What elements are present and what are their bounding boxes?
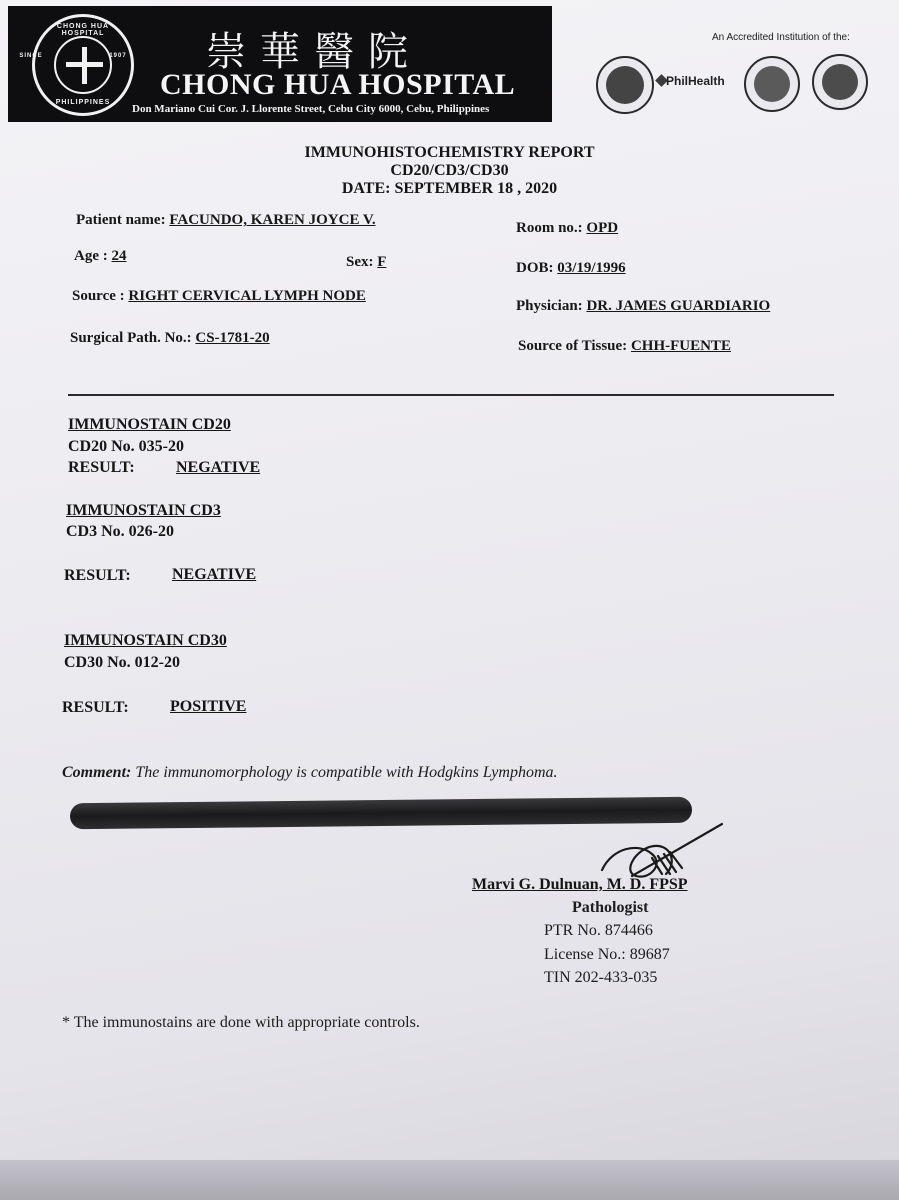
report-date: DATE: SEPTEMBER 18 , 2020 bbox=[341, 180, 558, 197]
stain-cd3-title: IMMUNOSTAIN CD3 bbox=[66, 502, 221, 519]
specimen-source: RIGHT CERVICAL LYMPH NODE bbox=[128, 288, 366, 304]
hospital-letterhead bbox=[8, 6, 552, 122]
tin-number: TIN 202-433-035 bbox=[544, 969, 658, 986]
report-subtitle: CD20/CD3/CD30 bbox=[390, 162, 509, 179]
section-divider bbox=[68, 394, 834, 396]
stain-cd30-result: POSITIVE bbox=[170, 698, 247, 715]
ptr-number: PTR No. 874466 bbox=[544, 922, 653, 939]
stain-cd20-result-label: RESULT: bbox=[68, 459, 135, 476]
table-surface bbox=[0, 1160, 899, 1200]
comment-label: Comment: bbox=[62, 764, 132, 781]
stain-cd30-result-label: RESULT: bbox=[62, 699, 129, 716]
report-title: IMMUNOHISTOCHEMISTRY REPORT bbox=[304, 144, 595, 161]
stain-cd30-number: CD30 No. 012-20 bbox=[64, 654, 180, 671]
comment bbox=[62, 764, 558, 782]
hospital-address: Don Mariano Cui Cor. J. Llorente Street, Cebu City 6000, Cebu, Philippines bbox=[132, 103, 490, 115]
tissue-source: CHH-FUENTE bbox=[630, 338, 731, 354]
patient-age: 24 bbox=[111, 248, 127, 264]
stain-cd30-title: IMMUNOSTAIN CD30 bbox=[64, 632, 227, 649]
footnote: * The immunostains are done with appropriate controls. bbox=[62, 1014, 420, 1031]
stain-cd3-result: NEGATIVE bbox=[172, 566, 257, 583]
certification-seal-icon bbox=[812, 54, 868, 110]
tissue-source-row: Source of Tissue: CHH-FUENTE bbox=[518, 338, 731, 354]
doh-seal-icon bbox=[596, 56, 654, 114]
philhealth-logo-text: PhilHealth bbox=[666, 74, 725, 88]
room-number: OPD bbox=[586, 220, 619, 236]
license-number: License No.: 89687 bbox=[544, 946, 670, 963]
age-row: Age : 24 bbox=[74, 248, 127, 264]
pathologist-title: Pathologist bbox=[572, 899, 649, 916]
hospital-name-chinese: 崇華醫院 bbox=[206, 29, 422, 75]
patient-name-row: Patient name: FACUNDO, KAREN JOYCE V. bbox=[76, 212, 376, 228]
patient-sex: F bbox=[377, 254, 387, 270]
stain-cd20-number: CD20 No. 035-20 bbox=[68, 438, 184, 455]
seal-year: 1907 bbox=[109, 53, 127, 59]
hospital-name: CHONG HUA HOSPITAL bbox=[160, 68, 516, 101]
stain-cd3-result-label: RESULT: bbox=[64, 567, 131, 584]
stain-cd20-title: IMMUNOSTAIN CD20 bbox=[68, 416, 231, 433]
signature-scribble bbox=[592, 818, 732, 908]
room-row: Room no.: OPD bbox=[516, 220, 619, 236]
surgical-path-number: CS-1781-20 bbox=[195, 330, 270, 346]
patient-dob: 03/19/1996 bbox=[557, 260, 626, 276]
pathologist-name: Marvi G. Dulnuan, M. D. FPSP bbox=[472, 876, 688, 893]
stain-cd3-number: CD3 No. 026-20 bbox=[66, 523, 174, 540]
accreditation-label: An Accredited Institution of the: bbox=[712, 32, 850, 43]
patient-name: FACUNDO, KAREN JOYCE V. bbox=[169, 212, 376, 228]
sex-row: Sex: F bbox=[346, 254, 387, 270]
surgical-path-row: Surgical Path. No.: CS-1781-20 bbox=[70, 330, 270, 346]
seal-since: SINCE bbox=[19, 53, 43, 59]
seal-top-text: CHONG HUA HOSPITAL bbox=[56, 23, 110, 37]
comment-text: The immunomorphology is compatible with Hodgkins Lymphoma. bbox=[131, 764, 558, 781]
physician-name: DR. JAMES GUARDIARIO bbox=[586, 298, 771, 314]
hospital-seal-icon bbox=[19, 14, 134, 116]
dob-row: DOB: 03/19/1996 bbox=[516, 260, 626, 276]
physician-row: Physician: DR. JAMES GUARDIARIO bbox=[516, 298, 771, 314]
accreditation-seal-icon bbox=[744, 56, 800, 112]
stain-cd20-result: NEGATIVE bbox=[176, 459, 261, 476]
seal-bottom-text: PHILIPPINES bbox=[55, 99, 111, 106]
source-row: Source : RIGHT CERVICAL LYMPH NODE bbox=[72, 288, 366, 304]
